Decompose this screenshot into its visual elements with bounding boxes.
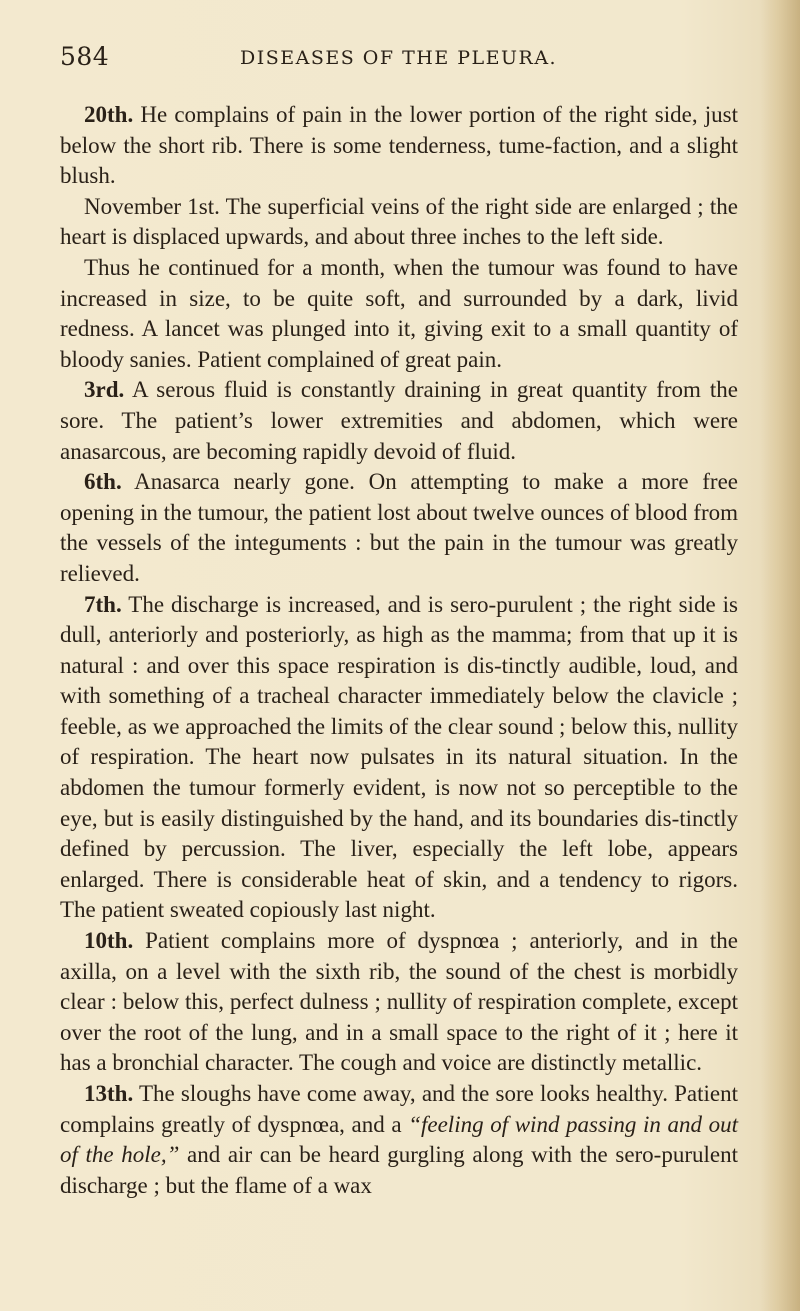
paragraph-text: November 1st. The superficial veins of the right side are enlarged ; the heart is displaced upwards, and about three inches to the left side. xyxy=(60,193,738,250)
paragraph-text: A serous fluid is constantly draining in great quantity from the sore. The patient’s lower extremities and abdomen, which were anasarcous, are becoming rapidly devoid of fluid. xyxy=(60,377,738,464)
paragraph-november-1st xyxy=(60,192,738,253)
paragraph-text: He complains of pain in the lower portion of the right side, just below the short rib. There is some tenderness, tume-faction, and a slight blush. xyxy=(60,102,738,189)
paragraph-thus-he-continued xyxy=(60,253,738,375)
entry-date: 3rd. xyxy=(84,377,125,403)
quoted-phrase: “feeling of wind passing in and out of the hole,” xyxy=(60,1111,738,1168)
page-header xyxy=(60,42,740,78)
paragraph-3rd xyxy=(60,375,738,467)
paragraph-text-end: and air can be heard gurgling along with the sero-purulent discharge ; but the flame of a wax xyxy=(60,1142,738,1198)
entry-date: 7th. xyxy=(84,591,122,617)
paragraph-6th xyxy=(60,467,738,589)
running-title: DISEASES OF THE PLEURA. xyxy=(240,47,558,69)
paragraph-20th xyxy=(60,100,738,192)
paragraph-text: Patient complains more of dyspnœa ; anteriorly, and in the axilla, on a level with the sixth rib, the sound of the chest is morbidly clear : below this, perfect dulness ; nullity of respiration complete, except over the root of the lung, and in a small space to the right of it ; here it has a bronchial character. The cough and voice are distinctly metallic. xyxy=(60,928,738,1076)
page-edge-shadow xyxy=(760,0,800,1311)
entry-date: 10th. xyxy=(84,928,134,954)
entry-date: 20th. xyxy=(84,102,134,127)
paragraph-text: The sloughs have come away, and the sore looks healthy. Patient complains greatly of dyspnœa, and a xyxy=(60,1081,738,1137)
paragraph-13th xyxy=(60,1079,738,1201)
body-text xyxy=(60,100,738,1201)
paragraph-10th xyxy=(60,926,738,1079)
entry-date: 6th. xyxy=(84,469,122,495)
paragraph-7th xyxy=(60,590,738,927)
paragraph-text: The discharge is increased, and is sero-purulent ; the right side is dull, anteriorly and posteriorly, as high as the mamma; from that up it is natural : and over this space respiration is dis-tinctly audible, loud, and with something of a tracheal character immediately below the clavicle ; feeble, as we approached the limits of the clear sound ; below this, nullity of respiration. The heart now pulsates in its natural situation. In the abdomen the tumour formerly evident, is now not so perceptible to the eye, but is easily distinguished by the hand, and its boundaries dis-tinctly defined by percussion. The liver, especially the left lobe, appears enlarged. There is considerable heat of skin, and a tendency to rigors. The patient sweated copiously last night. xyxy=(60,591,738,923)
paragraph-text: Thus he continued for a month, when the tumour was found to have increased in size, to be quite soft, and surrounded by a dark, livid redness. A lancet was plunged into it, giving exit to a small quantity of bloody sanies. Patient complained of great pain. xyxy=(60,254,738,372)
paragraph-text: Anasarca nearly gone. On attempting to make a more free opening in the tumour, the patient lost about twelve ounces of blood from the vessels of the integuments : but the pain in the tumour was greatly relieved. xyxy=(60,469,738,586)
page-number: 584 xyxy=(60,42,110,71)
entry-date: 13th. xyxy=(84,1081,134,1106)
